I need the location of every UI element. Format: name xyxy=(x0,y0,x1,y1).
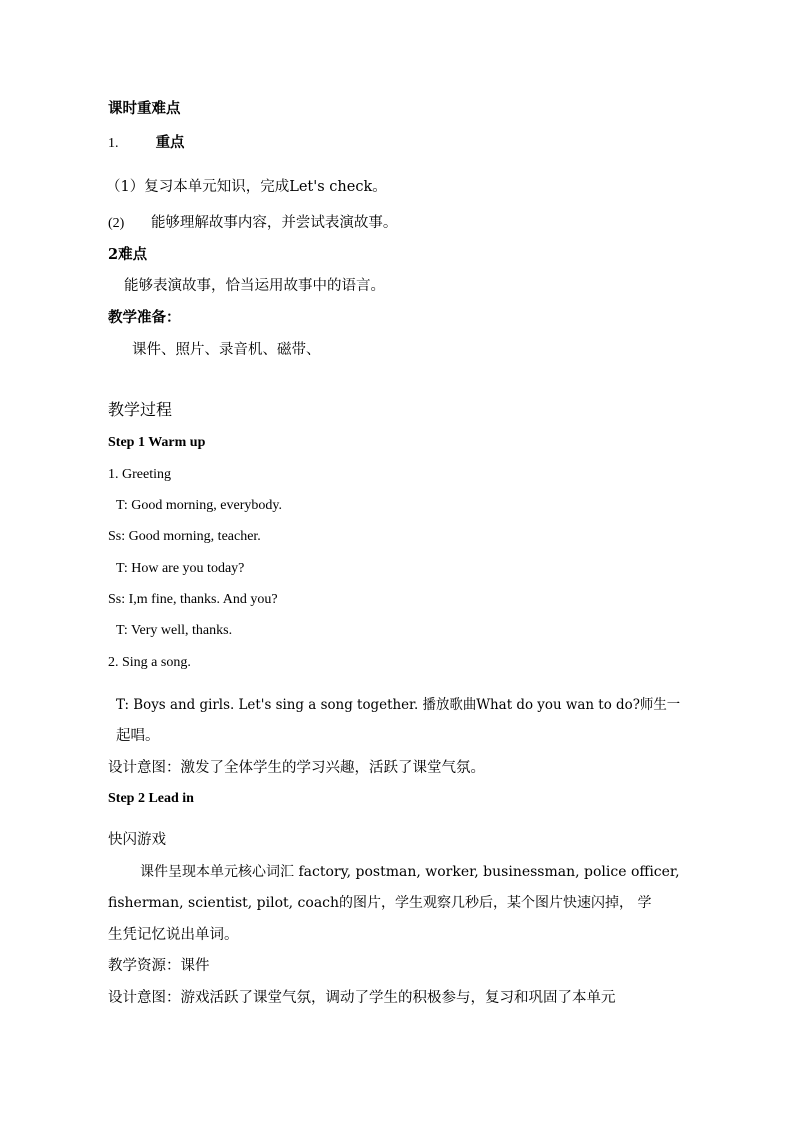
song-instruction-cont: 起唱。 xyxy=(116,728,160,744)
dialogue-line-4: Ss: I,m fine, thanks. And you? xyxy=(108,592,278,607)
difficulty-heading: 2难点 xyxy=(108,246,148,263)
step-2-heading: Step 2 Lead in xyxy=(108,791,194,806)
key-point-2-text: 能够理解故事内容，并尝试表演故事。 xyxy=(150,215,398,231)
flash-game-text-2: fisherman, scientist, pilot, coach的图片，学生观察几秒后，某个图片快速闪掉， 学 xyxy=(108,895,652,911)
difficulty-text: 能够表演故事，恰当运用故事中的语言。 xyxy=(124,278,385,294)
process-heading: 教学过程 xyxy=(108,400,173,419)
item-1-title: 重点 xyxy=(155,134,185,151)
item-1-number: 1. xyxy=(108,136,119,151)
flash-game-heading: 快闪游戏 xyxy=(108,832,166,848)
song-instruction: T: Boys and girls. Let's sing a song together. 播放歌曲What do you wan to do?师生一 xyxy=(116,697,681,713)
step-1-item-2: 2. Sing a song. xyxy=(108,655,191,670)
design-intent-1: 设计意图：激发了全体学生的学习兴趣，活跃了课堂气氛。 xyxy=(108,760,485,776)
key-point-2-number: (2) xyxy=(108,216,125,231)
dialogue-line-1: T: Good morning, everybody. xyxy=(116,498,282,513)
key-point-1: （1）复习本单元知识，完成Let's check。 xyxy=(106,179,387,195)
key-point-2 xyxy=(108,213,397,234)
preparation-heading: 教学准备： xyxy=(108,309,181,326)
section-heading-key-points: 课时重难点 xyxy=(108,100,181,117)
flash-game-text-1: 课件呈现本单元核心词汇 factory, postman, worker, businessman, police officer, xyxy=(140,864,680,880)
teaching-resource: 教学资源：课件 xyxy=(108,958,210,974)
dialogue-line-2: Ss: Good morning, teacher. xyxy=(108,529,261,544)
step-1-heading: Step 1 Warm up xyxy=(108,435,206,450)
item-1-heading xyxy=(108,133,185,154)
design-intent-2: 设计意图：游戏活跃了课堂气氛，调动了学生的积极参与，复习和巩固了本单元 xyxy=(108,990,616,1006)
preparation-text: 课件、照片、录音机、磁带、 xyxy=(132,342,321,358)
dialogue-line-5: T: Very well, thanks. xyxy=(116,623,233,638)
flash-game-text-3: 生凭记忆说出单词。 xyxy=(108,927,239,943)
dialogue-line-3: T: How are you today? xyxy=(116,561,245,576)
step-1-item-1: 1. Greeting xyxy=(108,467,171,482)
